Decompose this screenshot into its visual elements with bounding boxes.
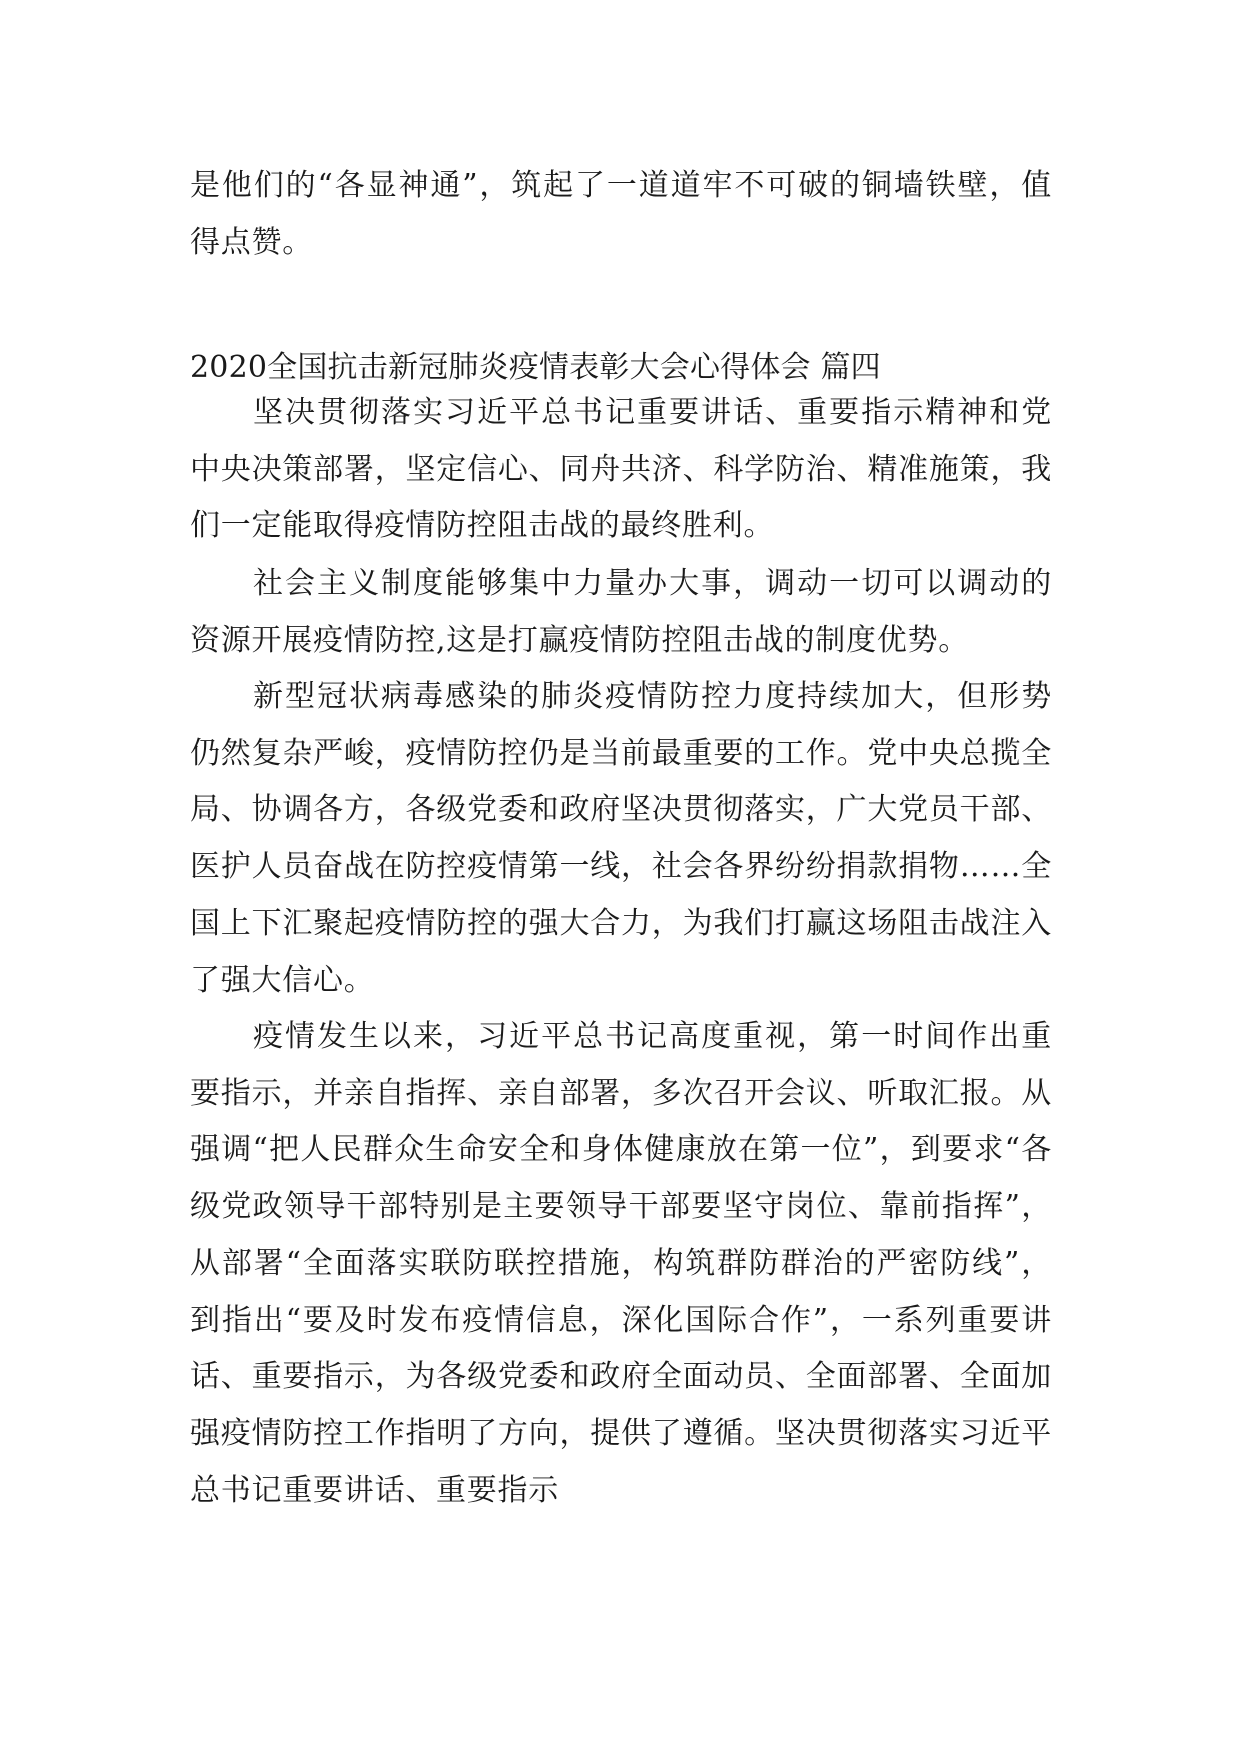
body-paragraph: 新型冠状病毒感染的肺炎疫情防控力度持续加大，但形势仍然复杂严峻，疫情防控仍是当前最重要的工作。党中央总揽全局、协调各方，各级党委和政府坚决贯彻落实，广大党员干部、医护人员奋战在防控疫情第一线，社会各界纷纷捐款捐物……全国上下汇聚起疫情防控的强大合力，为我们打赢这场阻击战注入了强大信心。 <box>190 679 1052 998</box>
section-heading: 2020全国抗击新冠肺炎疫情表彰大会心得体会 篇四 <box>190 350 881 385</box>
lead-paragraph: 是他们的“各显神通”，筑起了一道道牢不可破的铜墙铁壁，值得点赞。 <box>190 168 1052 260</box>
body-paragraph: 坚决贯彻落实习近平总书记重要讲话、重要指示精神和党中央决策部署，坚定信心、同舟共济、科学防治、精准施策，我们一定能取得疫情防控阻击战的最终胜利。 <box>190 395 1052 544</box>
body-paragraph: 疫情发生以来，习近平总书记高度重视，第一时间作出重要指示，并亲自指挥、亲自部署，多次召开会议、听取汇报。从强调“把人民群众生命安全和身体健康放在第一位”，到要求“各级党政领导干部特别是主要领导干部要坚守岗位、靠前指挥”，从部署“全面落实联防联控措施，构筑群防群治的严密防线”，到指出“要及时发布疫情信息，深化国际合作”，一系列重要讲话、重要指示，为各级党委和政府全面动员、全面部署、全面加强疫情防控工作指明了方向，提供了遵循。坚决贯彻落实习近平总书记重要讲话、重要指示 <box>190 1019 1052 1508</box>
body-paragraph: 社会主义制度能够集中力量办大事，调动一切可以调动的资源开展疫情防控,这是打赢疫情防控阻击战的制度优势。 <box>190 566 1052 658</box>
